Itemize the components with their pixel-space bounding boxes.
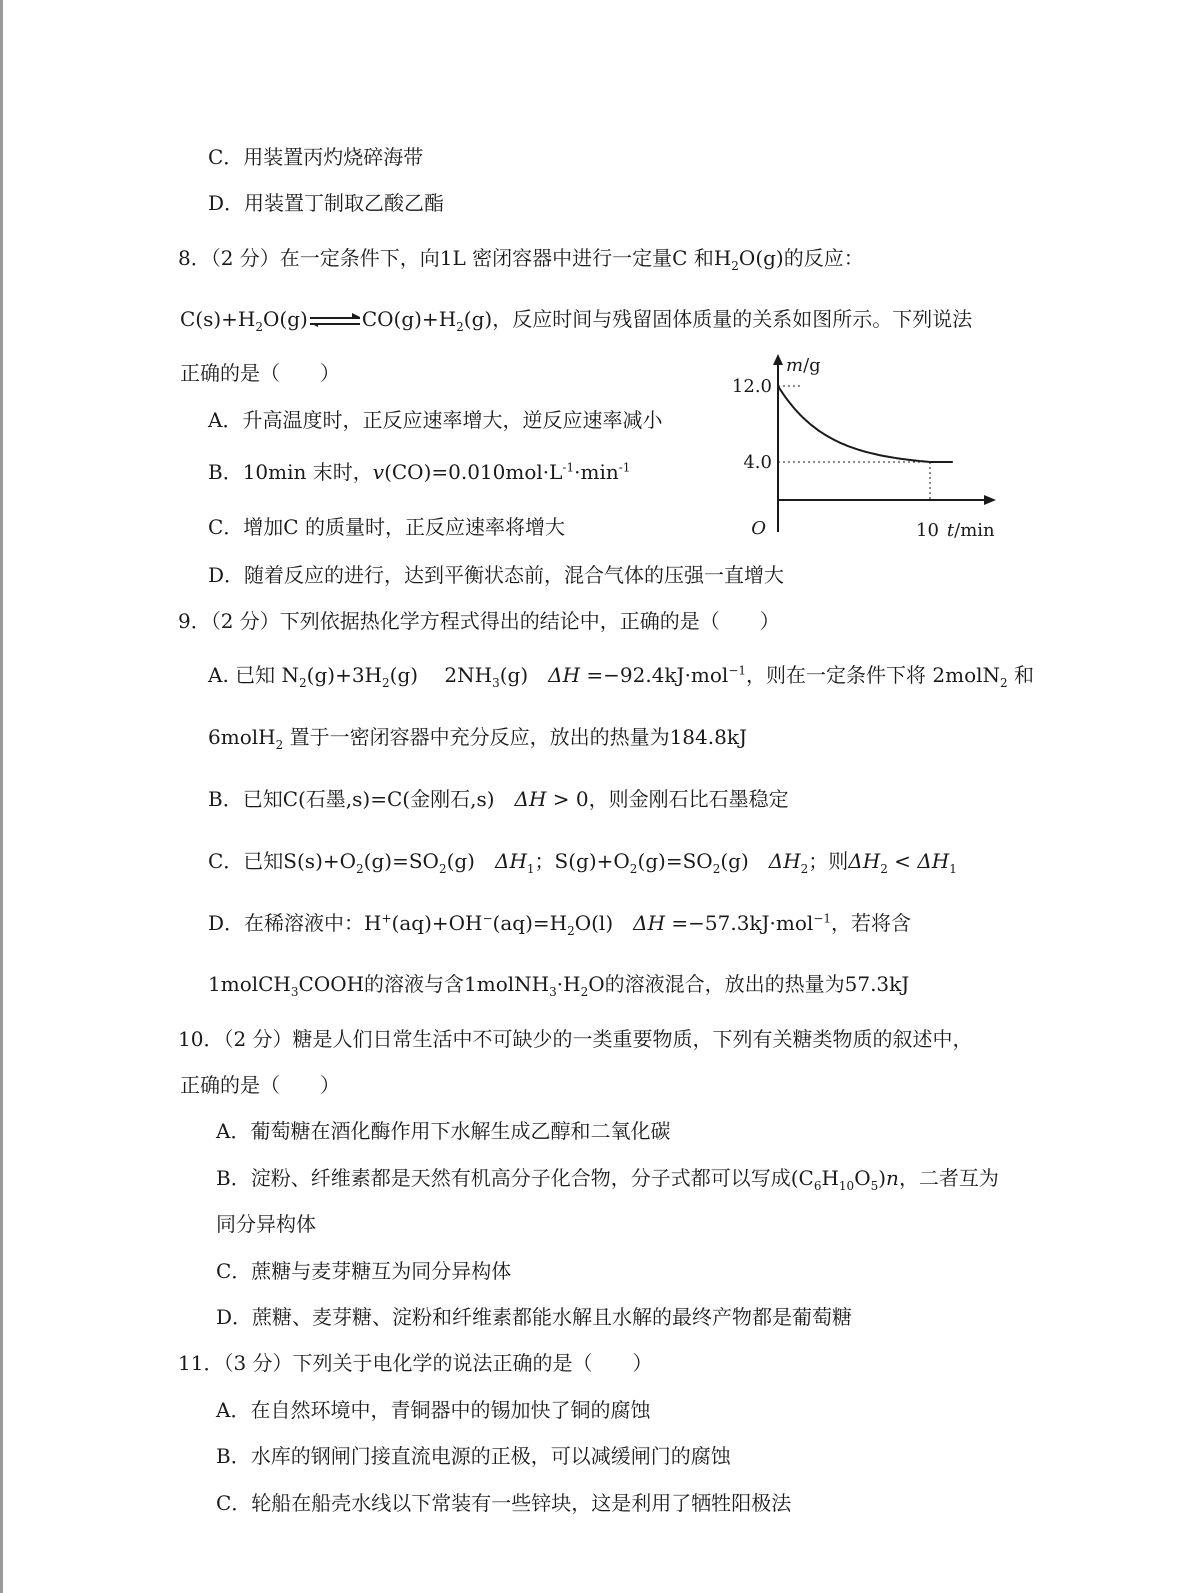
origin-label: O: [751, 518, 766, 539]
y-tick-label-12: 12.0: [731, 376, 772, 397]
x-axis-arrow-icon: [984, 495, 996, 505]
q7-option-d: D．用装置丁制取乙酸乙酯: [208, 191, 445, 215]
y-axis-label: m/g: [786, 355, 821, 376]
q10-option-b-cont: 同分异构体: [216, 1212, 316, 1236]
q10-option-a: A．葡萄糖在酒化酶作用下水解生成乙醇和二氧化碳: [216, 1119, 671, 1143]
q10-option-b: B．淀粉、纤维素都是天然有机高分子化合物，分子式都可以写成$(C_6H_{10}O_5)n$，二者互为: [216, 1166, 999, 1193]
q8-option-b: B．10min 末时，$v(CO)=0.010mol\cdot L^{-1}\cdot\min^{-1}$: [208, 460, 631, 484]
q9-option-a-cont: 6molH$_2$ 置于一密闭容器中充分反应，放出的热量为184.8kJ: [208, 725, 747, 752]
mass-time-graph: [720, 352, 1010, 552]
q9-option-a: A. 已知 $N_2(g)+3H_2(g)$ $2NH_3(g)$ ΔH =−92.4kJ·mol$^{-1}$，则在一定条件下将 2molN$_2$ 和: [208, 663, 1035, 690]
y-axis-arrow-icon: [773, 354, 783, 365]
q8-option-d: D．随着反应的进行，达到平衡状态前，混合气体的压强一直增大: [208, 563, 785, 587]
q9-option-c: C．已知$S(s)+O_2(g)=SO_2(g)$ $\Delta H_1$；$S(g)+O_2(g)=SO_2(g)$ $\Delta H_2$；则$\Delta H_2 < \Delta H_1$: [208, 849, 957, 876]
q9-option-b: B．已知C(石墨,s)=C(金刚石,s) ΔH > 0，则金刚石比石墨稳定: [208, 787, 789, 811]
q8-equation: $C(s)+H_2O(g)$ $CO(g)+H_2(g)$，反应时间与残留固体质量的关系如图所示。下列说法: [180, 307, 973, 334]
equilibrium-arrow-icon: [310, 314, 360, 328]
q9-option-d: D．在稀溶液中：$H^+(aq)+OH^-(aq)=H_2O(l)$ ΔH =−57.3kJ·mol$^{-1}$，若将含: [208, 911, 912, 938]
q11-option-c: C．轮船在船壳水线以下常装有一些锌块，这是利用了牺牲阳极法: [216, 1491, 792, 1515]
q10-option-d: D．蔗糖、麦芽糖、淀粉和纤维素都能水解且水解的最终产物都是葡萄糖: [216, 1305, 853, 1329]
q10-stem-tail: 正确的是（ ）: [180, 1073, 340, 1097]
q8-stem: 8．（2 分）在一定条件下，向1L 密闭容器中进行一定量C 和$H_2O(g)$的反应：: [178, 246, 864, 273]
q10-option-c: C．蔗糖与麦芽糖互为同分异构体: [216, 1259, 512, 1283]
x-axis-label: 10 t/min: [916, 520, 995, 541]
page-left-edge: [0, 0, 3, 1593]
mass-curve: [778, 386, 953, 462]
q8-option-a: A．升高温度时，正反应速率增大，逆反应速率减小: [208, 408, 663, 432]
q9-stem: 9．（2 分）下列依据热化学方程式得出的结论中，正确的是（ ）: [178, 609, 780, 633]
q8-option-c: C．增加C 的质量时，正反应速率将增大: [208, 515, 565, 539]
q11-option-a: A．在自然环境中，青铜器中的锡加快了铜的腐蚀: [216, 1398, 651, 1422]
y-tick-label-4: 4.0: [743, 452, 772, 473]
q11-option-b: B．水库的钢闸门接直流电源的正极，可以减缓闸门的腐蚀: [216, 1444, 731, 1468]
q8-stem-tail: 正确的是（ ）: [180, 361, 340, 385]
q10-stem: 10．（2 分）糖是人们日常生活中不可缺少的一类重要物质，下列有关糖类物质的叙述中，: [178, 1027, 973, 1051]
q9-option-d-cont: 1molCH$_3$COOH的溶液与含$1molNH_3\cdot H_2O$的溶液混合，放出的热量为57.3kJ: [208, 972, 910, 999]
plot-area: [732, 376, 953, 500]
q11-stem: 11．（3 分）下列关于电化学的说法正确的是（ ）: [178, 1351, 653, 1375]
q7-option-c: C．用装置丙灼烧碎海带: [208, 145, 424, 169]
